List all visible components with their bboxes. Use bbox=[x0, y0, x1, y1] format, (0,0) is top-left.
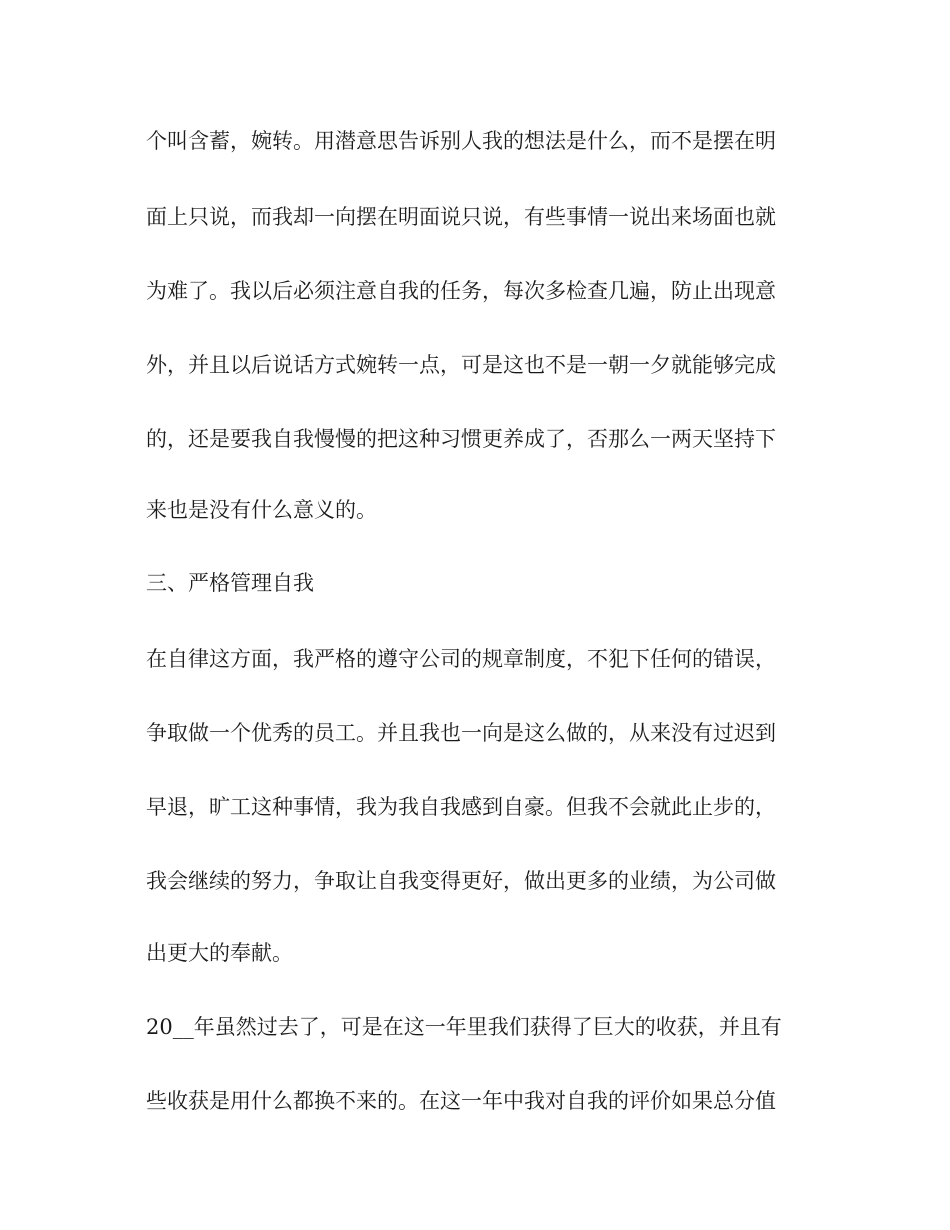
text-line: 的，还是要我自我慢慢的把这种习惯更养成了，否那么一两天坚持下 bbox=[146, 427, 776, 451]
section-heading: 三、严格管理自我 bbox=[146, 571, 314, 595]
text-line: 个叫含蓄，婉转。用潜意思告诉别人我的想法是什么，而不是摆在明 bbox=[146, 129, 776, 153]
text-line: 些收获是用什么都换不来的。在这一年中我对自我的评价如果总分值 bbox=[146, 1089, 776, 1113]
text-line: 外，并且以后说话方式婉转一点，可是这也不是一朝一夕就能够完成 bbox=[146, 353, 776, 377]
text-line: 来也是没有什么意义的。 bbox=[146, 498, 377, 522]
text-line: 出更大的奉献。 bbox=[146, 941, 293, 965]
text-line: 争取做一个优秀的员工。并且我也一向是这么做的，从来没有过迟到 bbox=[146, 721, 776, 745]
text-line: 在自律这方面，我严格的遵守公司的规章制度，不犯下任何的错误， bbox=[146, 647, 776, 671]
text-line: 我会继续的努力，争取让自我变得更好，做出更多的业绩，为公司做 bbox=[146, 869, 776, 893]
text-line: 为难了。我以后必须注意自我的任务，每次多检查几遍，防止出现意 bbox=[146, 279, 776, 303]
text-line: 20__年虽然过去了，可是在这一年里我们获得了巨大的收获，并且有 bbox=[146, 1015, 782, 1039]
text-line: 面上只说，而我却一向摆在明面说只说，有些事情一说出来场面也就 bbox=[146, 205, 776, 229]
text-line: 早退，旷工这种事情，我为我自我感到自豪。但我不会就此止步的， bbox=[146, 795, 776, 819]
